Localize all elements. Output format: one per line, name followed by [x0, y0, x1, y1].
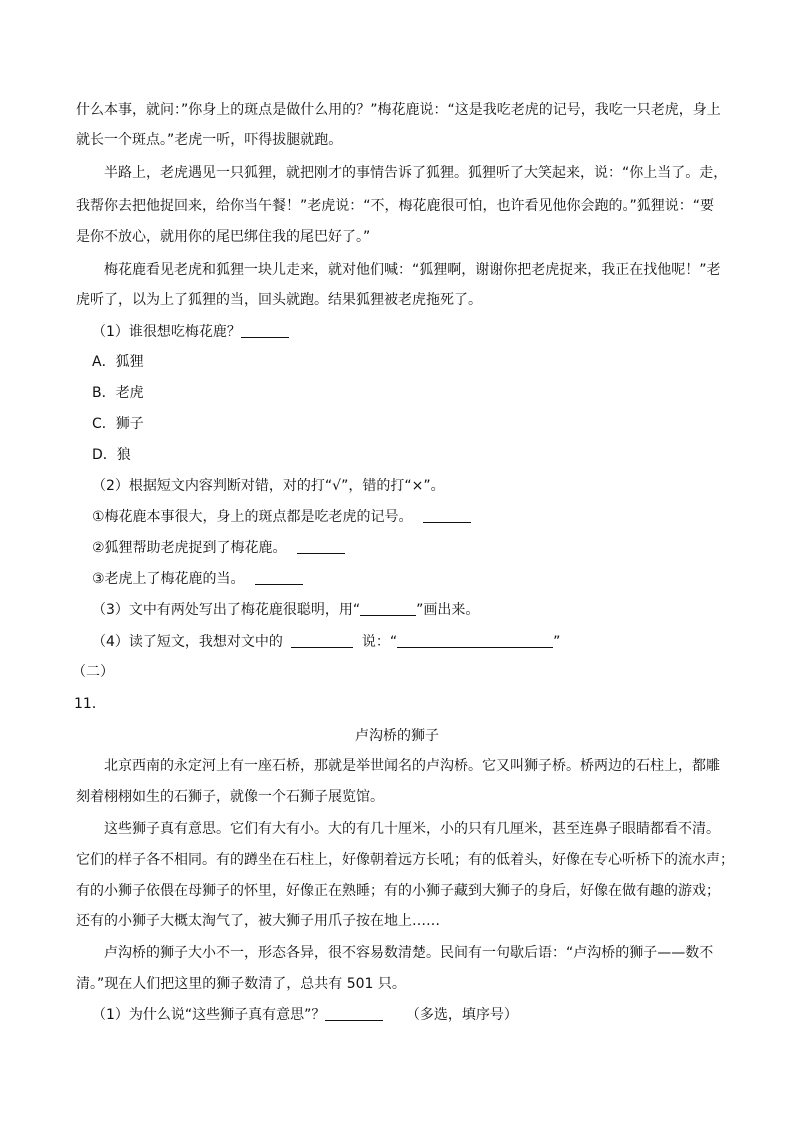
passage2-line: 这些狮子真有意思。它们有大有小。大的有几十厘米，小的只有几厘米，甚至连鼻子眼睛都看不清。 [104, 821, 720, 837]
question-number: 11． [74, 696, 106, 712]
option-c[interactable]: C．狮子 [92, 416, 144, 432]
question-3 [92, 600, 479, 620]
option-d[interactable]: D．狼 [92, 447, 131, 463]
question-note: （多选，填序号） [405, 1007, 518, 1023]
option-a[interactable]: A．狐狸 [92, 354, 144, 370]
answer-blank[interactable] [360, 601, 416, 616]
answer-blank[interactable] [291, 633, 353, 648]
passage2-line: 它们的样子各不相同。有的蹲坐在石柱上，好像朝着远方长吼；有的低着头，好像在专心听桥下的流水声； [76, 852, 734, 868]
answer-blank[interactable] [297, 539, 345, 554]
answer-blank[interactable] [423, 508, 471, 523]
answer-blank[interactable] [325, 1006, 383, 1021]
judge-item-2 [92, 538, 345, 558]
judge-text: ②狐狸帮助老虎捉到了梅花鹿。 [92, 540, 287, 556]
option-b[interactable]: B．老虎 [92, 385, 144, 401]
passage2-line: 有的小狮子依偎在母狮子的怀里，好像正在熟睡；有的小狮子藏到大狮子的身后，好像在做有趣的游戏； [76, 883, 720, 899]
judge-item-3 [92, 569, 303, 589]
passage2-line: 卢沟桥的狮子大小不一，形态各异，很不容易数清楚。民间有一句歇后语：“卢沟桥的狮子——数不 [104, 945, 714, 961]
passage1-line: 就长一个斑点。”老虎一听，吓得拔腿就跑。 [76, 132, 343, 148]
answer-blank[interactable] [397, 633, 553, 648]
passage2-line: 清。”现在人们把这里的狮子数清了，总共有 501 只。 [76, 976, 406, 992]
question-text: （1）为什么说“这些狮子真有意思”？ [92, 1007, 326, 1023]
question-text: （1）谁很想吃梅花鹿？ [92, 324, 241, 340]
passage2-line: 北京西南的永定河上有一座石桥，那就是举世闻名的卢沟桥。它又叫狮子桥。桥两边的石柱上，都雕 [104, 758, 720, 774]
question-text: （4）读了短文，我想对文中的 [92, 634, 283, 650]
question-2: （2）根据短文内容判断对错，对的打“√”，错的打“×”。 [92, 478, 445, 494]
passage1-line: 梅花鹿看见老虎和狐狸一块儿走来，就对他们喊：“狐狸啊，谢谢你把老虎捉来，我正在找他呢！”老 [104, 262, 721, 278]
passage2-line: 还有的小狮子大概太淘气了，被大狮子用爪子按在地上…… [76, 913, 440, 929]
judge-text: ①梅花鹿本事很大，身上的斑点都是吃老虎的记号。 [92, 509, 413, 525]
passage1-line: 我帮你去把他捉回来，给你当午餐！”老虎说：“不，梅花鹿很可怕，也许看见他你会跑的。”狐狸说：“要 [76, 198, 715, 214]
question-text-mid: 说：“ [361, 634, 398, 650]
passage2-line: 刻着栩栩如生的石狮子，就像一个石狮子展览馆。 [76, 789, 384, 805]
question-4 [92, 632, 560, 652]
question-text-end: ” [553, 634, 561, 650]
judge-text: ③老虎上了梅花鹿的当。 [92, 571, 245, 587]
passage-title: 卢沟桥的狮子 [355, 728, 439, 744]
judge-item-1 [92, 507, 471, 527]
section-label: （二） [72, 664, 114, 680]
passage1-line: 是你不放心，就用你的尾巴绑住我的尾巴好了。” [76, 229, 371, 245]
answer-blank[interactable] [241, 323, 289, 338]
question-text: （3）文中有两处写出了梅花鹿很聪明，用“ [92, 602, 361, 618]
question-text-end: ”画出来。 [416, 602, 480, 618]
answer-blank[interactable] [255, 570, 303, 585]
passage1-line: 半路上，老虎遇见一只狐狸，就把刚才的事情告诉了狐狸。狐狸听了大笑起来，说：“你上当了。走， [104, 165, 728, 181]
question-passage2-1 [92, 1005, 518, 1025]
question-1 [92, 322, 289, 342]
passage1-line: 虎听了，以为上了狐狸的当，回头就跑。结果狐狸被老虎拖死了。 [76, 292, 482, 308]
passage1-line: 什么本事，就问：”你身上的斑点是做什么用的？”梅花鹿说：“这是我吃老虎的记号，我吃一只老虎，身上 [76, 102, 721, 118]
